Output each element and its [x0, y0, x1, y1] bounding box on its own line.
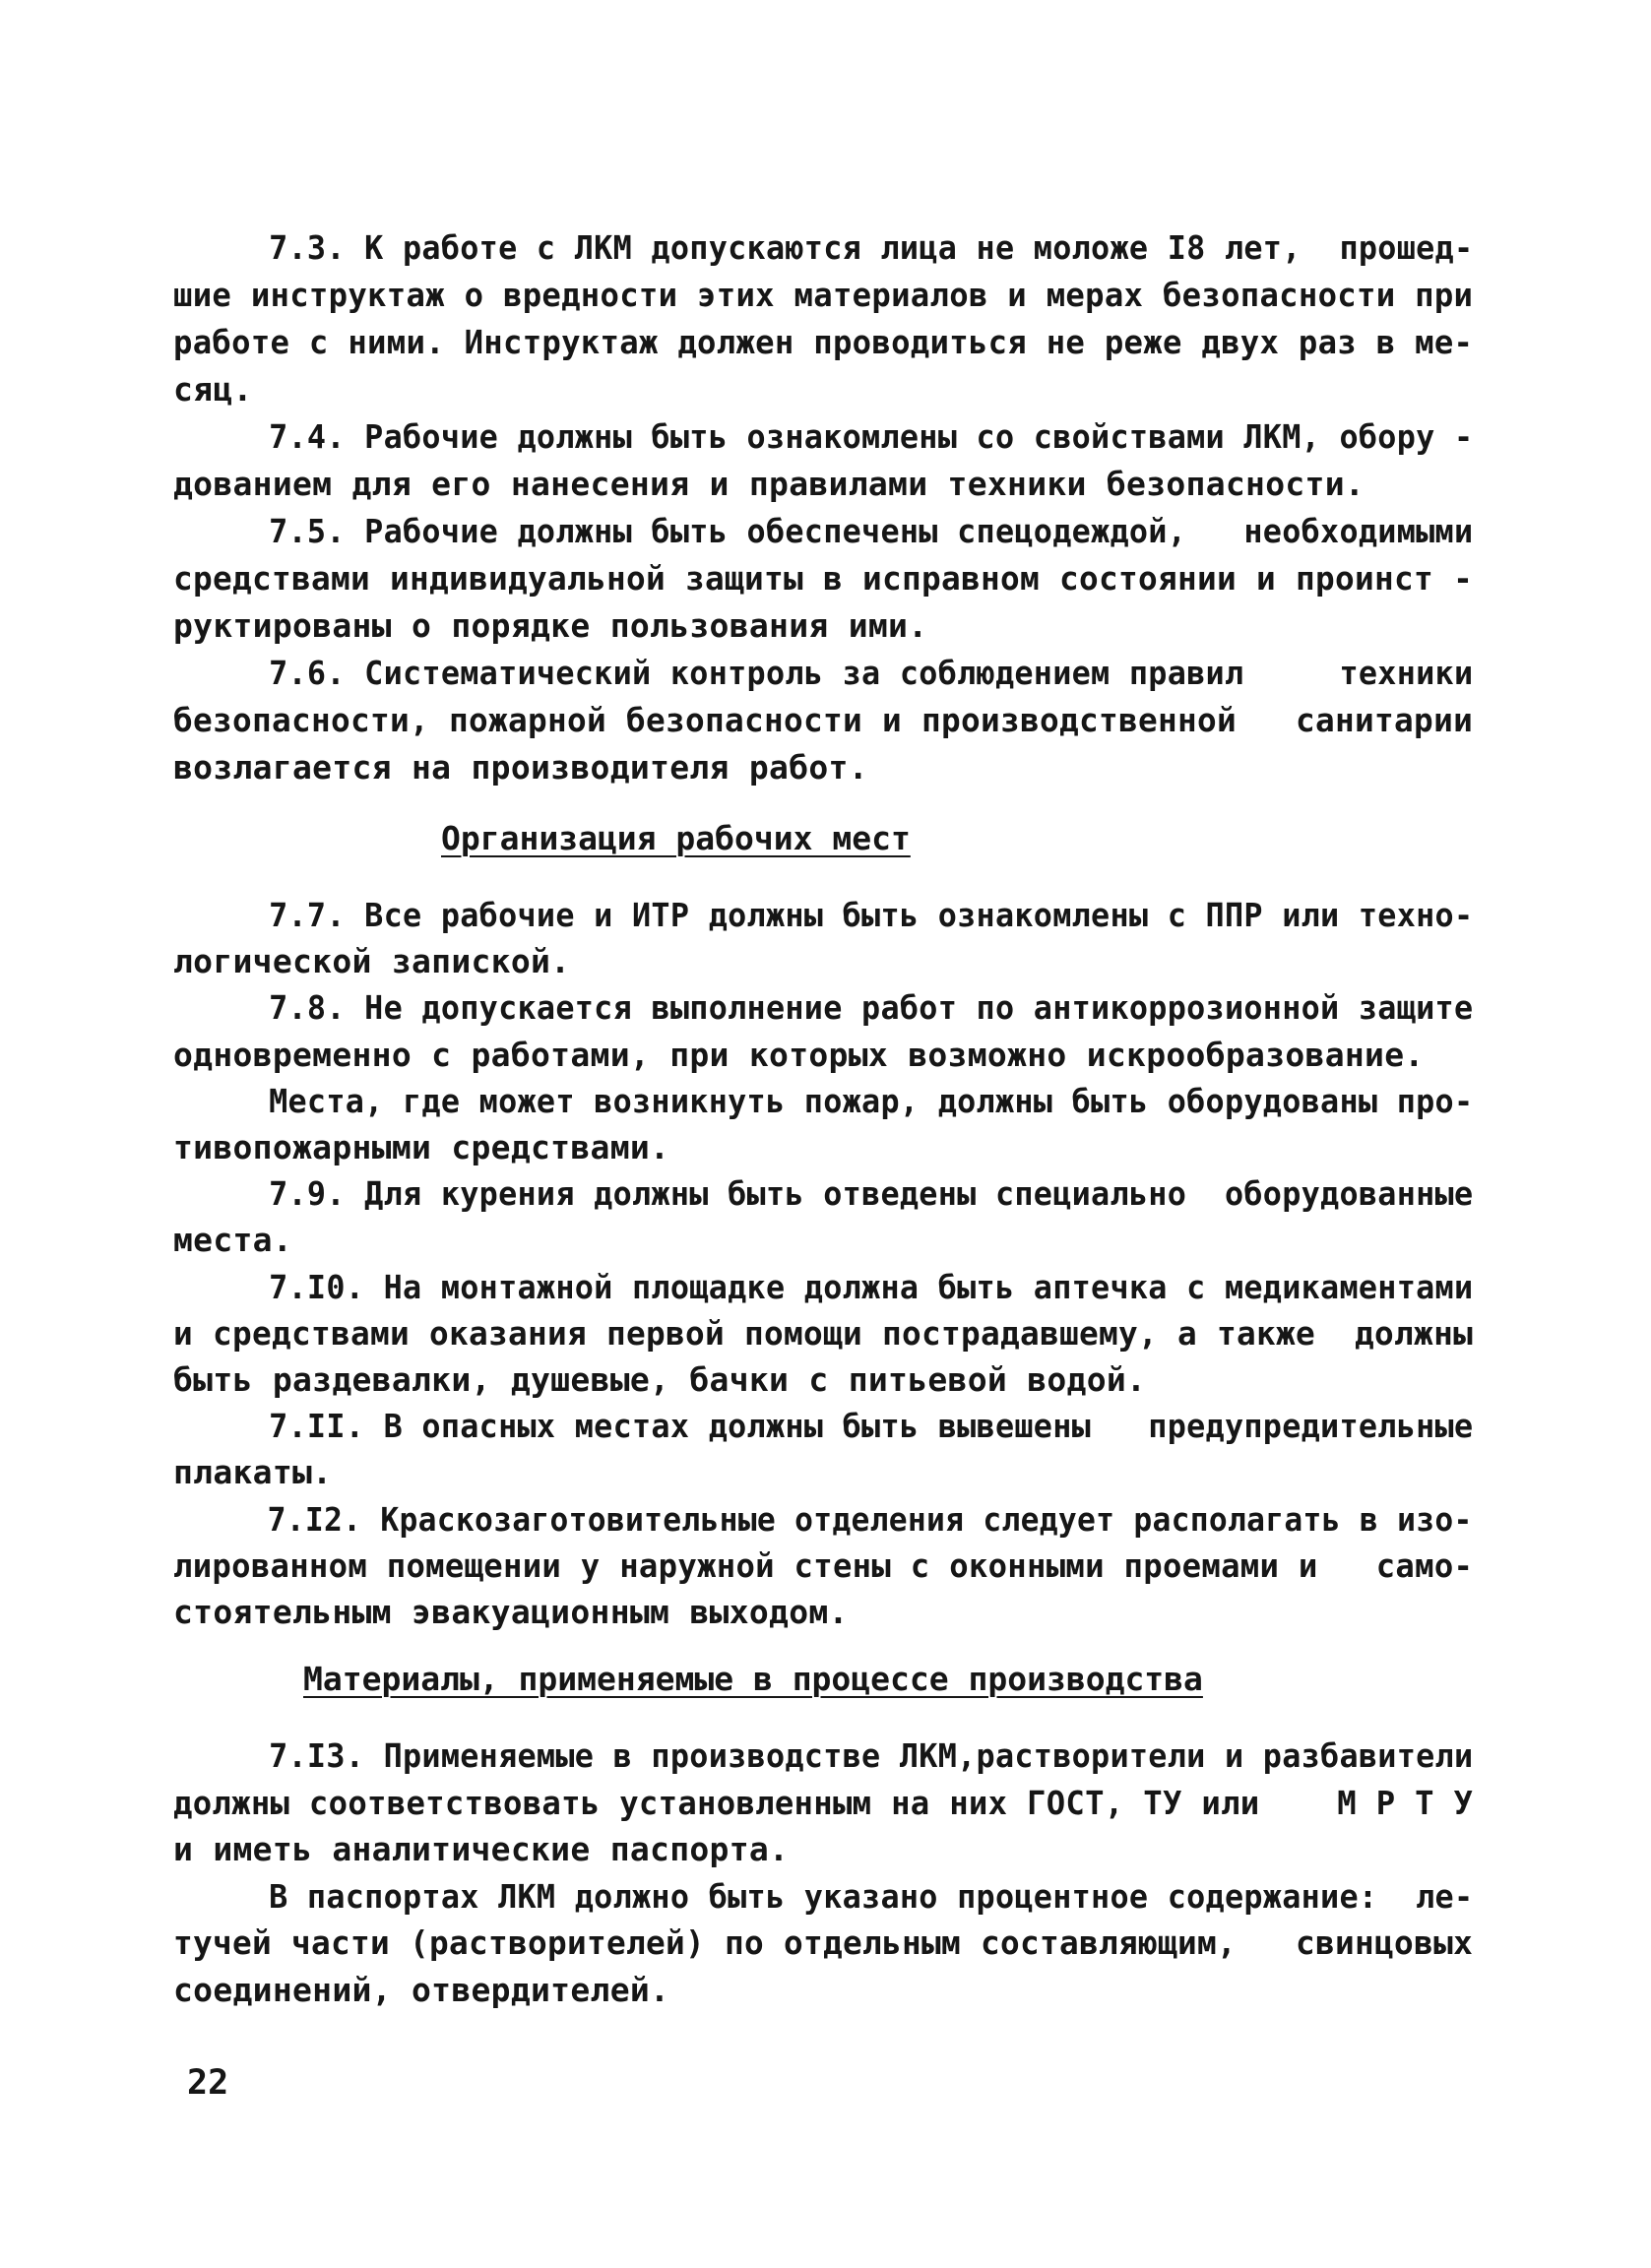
text-line: 7.3. К работе с ЛКМ допускаются лица не моложе I8 лет, прошед- [173, 228, 1474, 267]
text-line: 7.I0. На монтажной площадке должна быть аптечка с медикаментами [173, 1267, 1474, 1306]
text-line: 7.6. Систематический контроль за соблюдением правил техники [173, 654, 1474, 692]
text-line: и средствами оказания первой помощи пострадавшему, а также должны [173, 1313, 1474, 1353]
text-line: и иметь аналитические паспорта. [173, 1830, 790, 1868]
text-line: 7.4. Рабочие должны быть ознакомлены со свойствами ЛКМ, обору - [173, 417, 1474, 456]
text-line: возлагается на производителя работ. [173, 748, 868, 787]
text-line: безопасности, пожарной безопасности и производственной санитарии [173, 701, 1474, 739]
text-line: Места, где может возникнуть пожар, должны быть оборудованы про- [173, 1081, 1474, 1120]
text-line: лированном помещении у наружной стены с оконными проемами и само- [173, 1545, 1474, 1585]
text-line: тивопожарными средствами. [173, 1128, 670, 1166]
text-line: В паспортах ЛКМ должно быть указано процентное содержание: ле- [173, 1876, 1474, 1916]
text-line: должны соответствовать установленным на них ГОСТ, ТУ или М Р Т У [173, 1783, 1474, 1822]
text-line: 7.8. Не допускается выполнение работ по антикоррозионной защите [173, 988, 1474, 1028]
text-line: работе с ними. Инструктаж должен проводиться не реже двух раз в ме- [173, 323, 1474, 361]
text-line: логической запиской. [173, 942, 571, 981]
page-number: 22 [187, 2063, 229, 2103]
text-line: 7.I2. Краскозаготовительные отделения следует располагать в изо- [173, 1499, 1473, 1539]
text-line: быть раздевалки, душевые, бачки с питьевой водой. [173, 1360, 1147, 1399]
heading-workplace-organization: Организация рабочих мест [441, 819, 911, 857]
text-line: сяц. [173, 370, 253, 409]
text-line: руктированы о порядке пользования ими. [173, 606, 928, 645]
text-line: места. [173, 1221, 293, 1260]
text-line: тучей части (растворителей) по отдельным составляющим, свинцовых [173, 1923, 1474, 1962]
text-line: одновременно с работами, при которых возможно искрообразование. [173, 1035, 1425, 1074]
text-line: соединений, отвердителей. [173, 1970, 670, 2009]
text-line: 7.II. В опасных местах должны быть вывешены предупредительные [173, 1407, 1474, 1446]
text-line: 7.7. Все рабочие и ИТР должны быть ознакомлены с ППР или техно- [173, 896, 1474, 934]
text-line: дованием для его нанесения и правилами техники безопасности. [173, 465, 1365, 503]
text-line: шие инструктаж о вредности этих материалов и мерах безопасности при [173, 276, 1474, 314]
text-line: плакаты. [173, 1453, 333, 1492]
text-line: 7.I3. Применяемые в производстве ЛКМ,растворители и разбавители [173, 1736, 1474, 1775]
text-line: 7.5. Рабочие должны быть обеспечены спецодеждой, необходимыми [173, 512, 1474, 550]
text-line: стоятельным эвакуационным выходом. [173, 1593, 849, 1631]
heading-materials: Материалы, применяемые в процессе производства [303, 1660, 1203, 1698]
text-line: 7.9. Для курения должны быть отведены специально оборудованные [173, 1174, 1474, 1214]
text-line: средствами индивидуальной защиты в исправном состоянии и проинст - [173, 559, 1474, 598]
